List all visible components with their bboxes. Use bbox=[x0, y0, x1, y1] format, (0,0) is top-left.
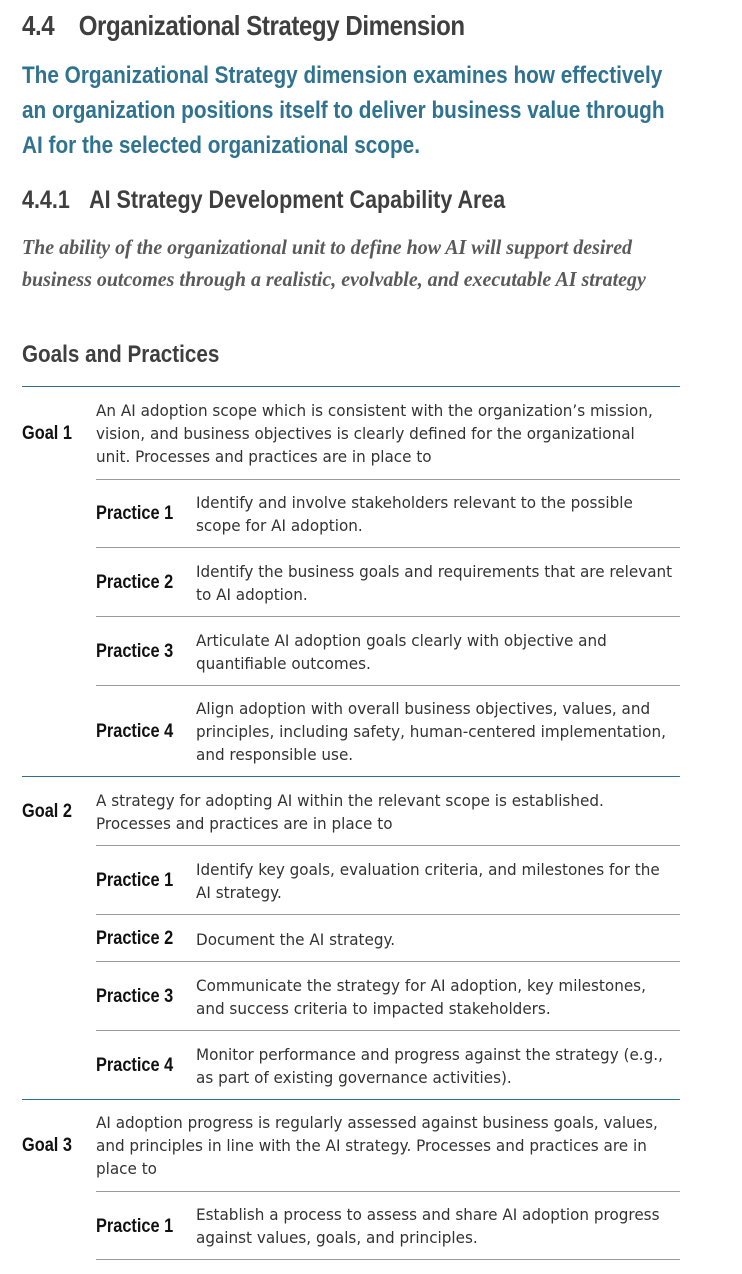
practice-text: Document the AI strategy. bbox=[196, 930, 396, 949]
practice-divider bbox=[96, 616, 680, 617]
practice-text: Articulate AI adoption goals clearly with objective and quantifiable outcomes. bbox=[196, 631, 607, 673]
practice-text: Communicate the strategy for AI adoption, key milestones, and success criteria to impacted stakeholders. bbox=[196, 976, 646, 1018]
practice-label: Practice 2 bbox=[96, 572, 174, 593]
goal-divider bbox=[22, 776, 680, 777]
goal-divider bbox=[22, 1099, 680, 1100]
practice-divider bbox=[96, 479, 680, 480]
practice-divider bbox=[96, 547, 680, 548]
practice-divider bbox=[96, 845, 680, 846]
practice-label: Practice 4 bbox=[96, 1055, 174, 1076]
section-number: 4.4 bbox=[22, 10, 55, 41]
practice-divider bbox=[96, 685, 680, 686]
practice-label: Practice 2 bbox=[96, 928, 174, 949]
section-lead: The Organizational Strategy dimension examines how effectively an organization positions itself to deliver business value through AI for the selected organizational scope. bbox=[22, 62, 665, 159]
practice-text: Identify and involve stakeholders relevant to the possible scope for AI adoption. bbox=[196, 493, 633, 535]
practice-divider bbox=[96, 914, 680, 915]
goal-label: Goal 3 bbox=[22, 1135, 72, 1156]
goal-text: AI adoption progress is regularly assessed against business goals, values, and principles in line with the AI strategy. Processes and practices are in place to bbox=[96, 1113, 658, 1178]
practice-text: Identify the business goals and requirements that are relevant to AI adoption. bbox=[196, 562, 673, 604]
practice-label: Practice 1 bbox=[96, 870, 174, 891]
practice-label: Practice 3 bbox=[96, 641, 174, 662]
practice-divider bbox=[96, 1191, 680, 1192]
subsection-title: AI Strategy Development Capability Area bbox=[89, 186, 506, 214]
practice-label: Practice 1 bbox=[96, 1216, 174, 1237]
practice-text: Align adoption with overall business objectives, values, and principles, including safety, human-centered implementation, and responsible use. bbox=[196, 699, 666, 764]
practice-divider bbox=[96, 1259, 680, 1260]
practice-label: Practice 1 bbox=[96, 503, 174, 524]
subsection-description: The ability of the organizational unit to define how AI will support desired business outcomes through a realistic, evolvable, and executable AI strategy bbox=[22, 235, 646, 291]
goal-label: Goal 2 bbox=[22, 801, 72, 822]
practice-text: Establish a process to assess and share AI adoption progress against values, goals, and principles. bbox=[196, 1205, 660, 1247]
goal-divider bbox=[22, 386, 680, 387]
section-heading bbox=[22, 10, 465, 42]
goal-label: Goal 1 bbox=[22, 423, 72, 444]
practice-text: Identify key goals, evaluation criteria, and milestones for the AI strategy. bbox=[196, 860, 660, 902]
practice-divider bbox=[96, 1030, 680, 1031]
practice-divider bbox=[96, 961, 680, 962]
goal-text: An AI adoption scope which is consistent with the organization’s mission, vision, and business objectives is clearly defined for the organizational unit. Processes and practices are in place to bbox=[96, 401, 653, 466]
practice-text: Monitor performance and progress against the strategy (e.g., as part of existing governance activities). bbox=[196, 1045, 663, 1087]
practice-label: Practice 3 bbox=[96, 986, 174, 1007]
goals-heading: Goals and Practices bbox=[22, 341, 220, 368]
goal-text: A strategy for adopting AI within the relevant scope is established. Processes and practices are in place to bbox=[96, 791, 604, 833]
subsection-heading bbox=[22, 186, 505, 215]
subsection-number: 4.4.1 bbox=[22, 186, 70, 214]
practice-label: Practice 4 bbox=[96, 721, 174, 742]
section-title: Organizational Strategy Dimension bbox=[78, 10, 465, 41]
